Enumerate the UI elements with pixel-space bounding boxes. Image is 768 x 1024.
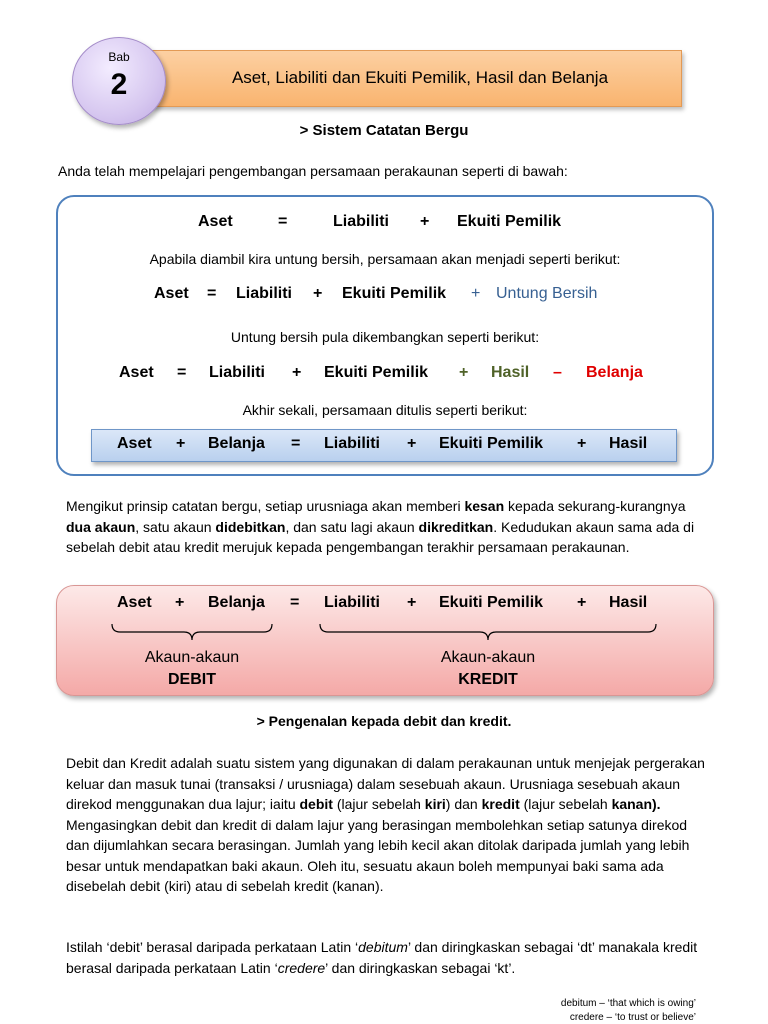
- p1-text-4: , dan satu lagi akaun: [285, 518, 419, 535]
- eq3-liabiliti: Liabiliti: [209, 364, 265, 381]
- eq4-belanja: Belanja: [208, 435, 265, 452]
- intro-text: Anda telah mempelajari pengembangan persamaan perakaunan seperti di bawah:: [58, 163, 568, 179]
- debit-label: [112, 647, 272, 691]
- eq2-plus2: +: [471, 285, 481, 302]
- note-untung-bersih: Apabila diambil kira untung bersih, persamaan akan menjadi seperti berikut:: [149, 251, 621, 267]
- eq3-minus: –: [553, 364, 562, 381]
- dk-ekuiti: Ekuiti Pemilik: [439, 594, 544, 611]
- p2-bold-kanan: kanan).: [611, 796, 661, 812]
- chapter-badge-label: Bab: [108, 50, 130, 64]
- p3-text-2: ’ dan diringkaskan sebagai ‘dt’ manakala kredit berasal daripada perkataan Latin ‘: [66, 939, 698, 976]
- p1-text-3: , satu akaun: [135, 518, 216, 535]
- eq1-ekuiti: Ekuiti Pemilik: [457, 213, 562, 230]
- p2-bold-kiri: kiri: [424, 796, 446, 812]
- p1-text-2: kepada sekurang-kurangnya: [504, 498, 686, 514]
- p2-bold-debit: debit: [299, 796, 333, 812]
- section-title-sistem: > Sistem Catatan Bergu: [299, 122, 469, 139]
- kredit-label-type: KREDIT: [458, 671, 518, 688]
- debit-kredit-braces: [0, 620, 768, 650]
- p2-text-1: Debit dan Kredit adalah suatu sistem yang digunakan di dalam perakaunan untuk menjejak pergerakan keluar dan masuk tunai (transaksi / urusniaga) dalam sesebuah akaun. Urusniaga sesebuah akaun direkod menggunakan dua lajur; iaitu: [66, 755, 705, 812]
- note-dikembangkan: Untung bersih pula dikembangkan seperti berikut:: [230, 329, 540, 345]
- eq4-plus2: +: [407, 435, 417, 452]
- eq3-plus1: +: [292, 364, 302, 381]
- kredit-label: [408, 647, 568, 691]
- dk-plus1: +: [175, 594, 185, 611]
- eq3-equals: =: [177, 364, 187, 381]
- footnote-debitum: debitum – ‘that which is owing’: [560, 998, 696, 1009]
- eq2-aset: Aset: [154, 285, 189, 302]
- paragraph-istilah: [66, 937, 706, 978]
- debit-label-akaun: Akaun-akaun: [144, 649, 240, 666]
- p3-text-3: ’ dan diringkaskan sebagai ‘kt’.: [325, 959, 516, 976]
- debit-label-type: DEBIT: [168, 671, 216, 688]
- eq2-ekuiti: Ekuiti Pemilik: [342, 285, 447, 302]
- eq3-belanja: Belanja: [586, 364, 643, 381]
- paragraph-debit-kredit: [66, 753, 706, 897]
- debit-brace: [112, 624, 272, 640]
- eq4-ekuiti: Ekuiti Pemilik: [439, 435, 544, 452]
- dk-aset: Aset: [117, 594, 152, 611]
- eq1-aset: Aset: [198, 213, 233, 230]
- dk-belanja: Belanja: [208, 594, 265, 611]
- eq1-liabiliti: Liabiliti: [333, 213, 389, 230]
- p2-text-3: ) dan: [445, 796, 482, 812]
- eq4-hasil: Hasil: [609, 435, 648, 452]
- debit-kredit-equation: [56, 594, 714, 616]
- paragraph-catatan-bergu: [66, 496, 706, 558]
- note-akhir-sekali: Akhir sekali, persamaan ditulis seperti berikut:: [242, 402, 528, 418]
- eq2-untung-bersih: Untung Bersih: [496, 285, 598, 302]
- p3-italic-debitum: debitum: [358, 939, 408, 955]
- eq3-plus2: +: [459, 364, 469, 381]
- eq3-aset: Aset: [119, 364, 154, 381]
- p2-text-4: (lajur sebelah: [519, 796, 612, 812]
- p1-text-1: Mengikut prinsip catatan bergu, setiap urusniaga akan memberi: [66, 498, 465, 514]
- footnote-credere: credere – ‘to trust or believe’: [569, 1012, 696, 1023]
- eq1-plus: +: [420, 213, 430, 230]
- kredit-label-akaun: Akaun-akaun: [440, 649, 536, 666]
- kredit-brace: [320, 624, 656, 640]
- equation-hasil-belanja: [56, 364, 714, 386]
- p2-text-5: Mengasingkan debit dan kredit di dalam lajur yang berasingan membolehkan setiap satunya direkod dan dijumlahkan secara berasingan. Jumlah yang lebih kecil akan ditolak daripada jumlah yang lebih besar untuk mendapatkan baki akaun. Oleh itu, sesuatu akaun boleh mempunyai baki sama ada disebelah debit (kiri) atau di sebelah kredit (kanan).: [66, 816, 690, 894]
- eq3-ekuiti: Ekuiti Pemilik: [324, 364, 429, 381]
- eq4-plus1: +: [176, 435, 186, 452]
- equation-basic: [56, 213, 714, 235]
- dk-equals: =: [290, 594, 300, 611]
- eq4-equals: =: [291, 435, 301, 452]
- dk-plus2: +: [407, 594, 417, 611]
- p1-bold-didebitkan: didebitkan: [215, 518, 286, 535]
- chapter-title: Aset, Liabiliti dan Ekuiti Pemilik, Hasil dan Belanja: [231, 68, 609, 87]
- p2-bold-kredit: kredit: [481, 796, 520, 812]
- dk-hasil: Hasil: [609, 594, 648, 611]
- dk-liabiliti: Liabiliti: [324, 594, 380, 611]
- eq4-plus3: +: [577, 435, 587, 452]
- p3-italic-credere: credere: [277, 959, 326, 976]
- p1-bold-dua-akaun: dua akaun: [66, 518, 136, 535]
- eq1-equals: =: [278, 213, 288, 230]
- eq2-equals: =: [207, 285, 217, 302]
- eq4-liabiliti: Liabiliti: [324, 435, 380, 452]
- p1-bold-dikreditkan: dikreditkan: [418, 518, 494, 535]
- p3-text-1: Istilah ‘debit’ berasal daripada perkataan Latin ‘: [66, 939, 359, 955]
- p1-text-5: . Kedudukan akaun sama ada di sebelah debit atau kredit merujuk kepada pengembangan terakhir persamaan perakaunan.: [66, 518, 695, 555]
- eq4-aset: Aset: [117, 435, 152, 452]
- chapter-badge-number: 2: [110, 68, 128, 101]
- eq3-hasil: Hasil: [491, 364, 530, 381]
- p1-bold-kesan: kesan: [464, 498, 505, 514]
- dk-plus3: +: [577, 594, 587, 611]
- equation-untung: [56, 285, 714, 307]
- eq2-liabiliti: Liabiliti: [236, 285, 292, 302]
- section-title-pengenalan: > Pengenalan kepada debit dan kredit.: [256, 713, 512, 729]
- equation-final: [91, 435, 675, 457]
- p2-text-2: (lajur sebelah: [332, 796, 425, 812]
- eq2-plus1: +: [313, 285, 323, 302]
